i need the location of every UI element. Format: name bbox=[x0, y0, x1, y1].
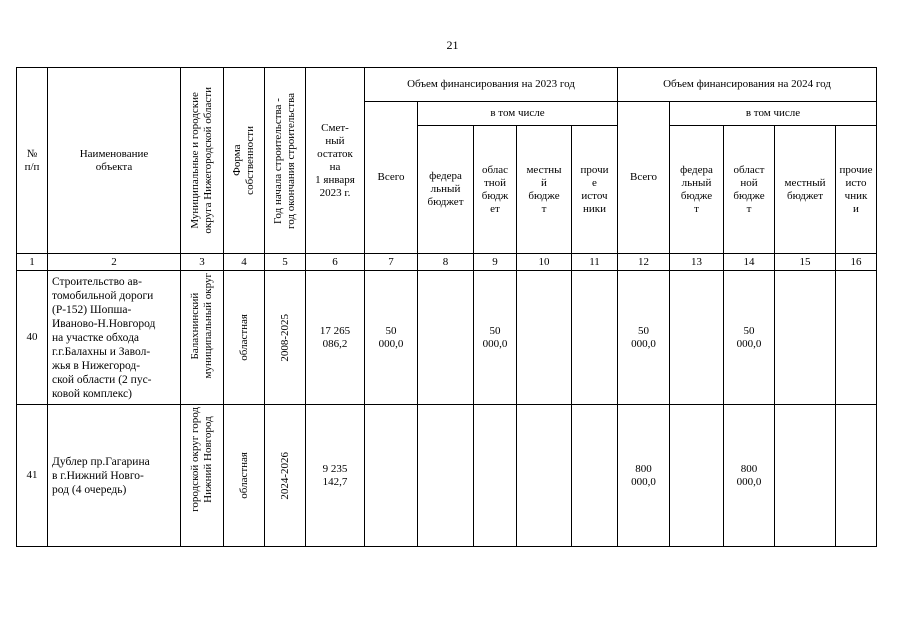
other-2024 bbox=[836, 271, 877, 405]
ownership: областная bbox=[224, 405, 265, 547]
local-2024 bbox=[775, 271, 836, 405]
col-number: 16 bbox=[836, 254, 877, 271]
regional-2023: 50 000,0 bbox=[474, 271, 517, 405]
header-regional-2023: облас тной бюдж ет bbox=[474, 126, 517, 254]
col-number: 1 bbox=[17, 254, 48, 271]
header-municipality: Муниципальные и городские округа Нижегородской области bbox=[181, 68, 224, 254]
federal-2024 bbox=[670, 271, 724, 405]
other-2023 bbox=[572, 405, 618, 547]
other-2023 bbox=[572, 271, 618, 405]
total-2023 bbox=[365, 405, 418, 547]
local-2023 bbox=[517, 405, 572, 547]
other-2024 bbox=[836, 405, 877, 547]
header-fin-2024: Объем финансирования на 2024 год bbox=[618, 68, 877, 102]
header-incl-2024: в том числе bbox=[670, 102, 877, 126]
header-total-2024: Всего bbox=[618, 102, 670, 254]
balance: 17 265 086,2 bbox=[306, 271, 365, 405]
object-name: Строительство ав- томобильной дороги (Р-152) Шопша- Иваново-Н.Новгород на участке обхода г.г.Балахны и Завол- жья в Нижегород- ской области (2 пус- ковой комплекс) bbox=[48, 271, 181, 405]
col-number: 4 bbox=[224, 254, 265, 271]
header-name: Наименование объекта bbox=[48, 68, 181, 254]
local-2024 bbox=[775, 405, 836, 547]
col-number: 7 bbox=[365, 254, 418, 271]
municipality: городской округ город Нижний Новгород bbox=[181, 405, 224, 547]
years: 2008-2025 bbox=[265, 271, 306, 405]
regional-2024: 800 000,0 bbox=[724, 405, 775, 547]
table-row bbox=[17, 405, 877, 547]
header-other-2024: прочие исто чник и bbox=[836, 126, 877, 254]
header-fin-2023: Объем финансирования на 2023 год bbox=[365, 68, 618, 102]
header-incl-2023: в том числе bbox=[418, 102, 618, 126]
header-total-2023: Всего bbox=[365, 102, 418, 254]
header-regional-2024: област ной бюдже т bbox=[724, 126, 775, 254]
regional-2023 bbox=[474, 405, 517, 547]
years: 2024-2026 bbox=[265, 405, 306, 547]
header-years: Год начала строительства - год окончания строительства bbox=[265, 68, 306, 254]
col-number: 8 bbox=[418, 254, 474, 271]
header-federal-2023: федера льный бюджет bbox=[418, 126, 474, 254]
col-number: 6 bbox=[306, 254, 365, 271]
col-number: 9 bbox=[474, 254, 517, 271]
ownership: областная bbox=[224, 271, 265, 405]
col-number: 15 bbox=[775, 254, 836, 271]
col-number: 14 bbox=[724, 254, 775, 271]
federal-2023 bbox=[418, 271, 474, 405]
total-2023: 50 000,0 bbox=[365, 271, 418, 405]
financing-table bbox=[16, 67, 877, 547]
header-federal-2024: федера льный бюдже т bbox=[670, 126, 724, 254]
regional-2024: 50 000,0 bbox=[724, 271, 775, 405]
table-row bbox=[17, 271, 877, 405]
federal-2023 bbox=[418, 405, 474, 547]
col-number: 2 bbox=[48, 254, 181, 271]
header-other-2023: прочи е источ ники bbox=[572, 126, 618, 254]
header-num: № п/п bbox=[17, 68, 48, 254]
municipality: Балахнинский муниципальный округ bbox=[181, 271, 224, 405]
col-number: 10 bbox=[517, 254, 572, 271]
total-2024: 800 000,0 bbox=[618, 405, 670, 547]
row-num: 41 bbox=[17, 405, 48, 547]
col-number: 11 bbox=[572, 254, 618, 271]
col-number: 13 bbox=[670, 254, 724, 271]
col-number: 3 bbox=[181, 254, 224, 271]
object-name: Дублер пр.Гагарина в г.Нижний Новго- род (4 очередь) bbox=[48, 405, 181, 547]
column-number-row bbox=[17, 254, 877, 271]
header-local-2023: местны й бюдже т bbox=[517, 126, 572, 254]
local-2023 bbox=[517, 271, 572, 405]
col-number: 5 bbox=[265, 254, 306, 271]
balance: 9 235 142,7 bbox=[306, 405, 365, 547]
col-number: 12 bbox=[618, 254, 670, 271]
row-num: 40 bbox=[17, 271, 48, 405]
total-2024: 50 000,0 bbox=[618, 271, 670, 405]
page-number: 21 bbox=[446, 38, 459, 52]
federal-2024 bbox=[670, 405, 724, 547]
header-ownership: Форма собственности bbox=[224, 68, 265, 254]
header-local-2024: местный бюджет bbox=[775, 126, 836, 254]
header-balance: Смет- ный остаток на 1 января 2023 г. bbox=[306, 68, 365, 254]
